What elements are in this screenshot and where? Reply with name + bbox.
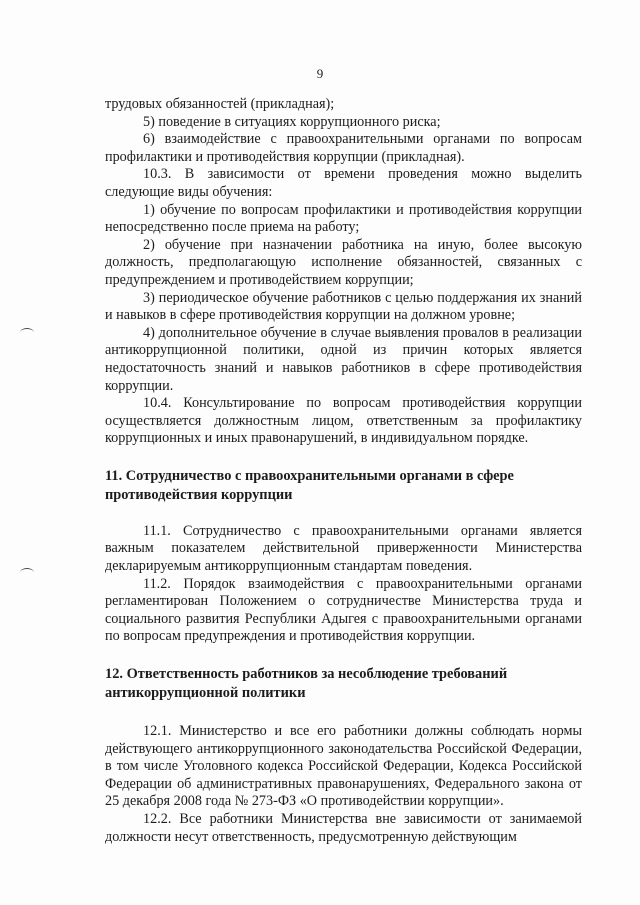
paragraph: 5) поведение в ситуациях коррупционного риска; [143,113,441,130]
paragraph: 12.1. Министерство и все его работники должны соблюдать нормы действующего антикоррупционного законодательства Российской Федерации, в том числе Уголовного кодекса Российской Федерации, Кодекса Российской Федерации об административных правонарушениях, Федерального закона от 25 декабря 2008 года № 273-ФЗ «О противодействии коррупции». [105,723,582,810]
heading-line: 11. Сотрудничество с правоохранительными органами в сфере [105,467,514,484]
paragraph: 11.2. Порядок взаимодействия с правоохранительными органами регламентирован Положением о сотрудничестве Министерства труда и социального развития Республики Адыгея с правоохранительными органами по вопросам предупреждения и противодействия коррупции. [105,575,582,645]
margin-mark [20,568,34,577]
paragraph: 10.3. В зависимости от времени проведения можно выделить следующие виды обучения: [105,166,582,200]
paragraph: 11.1. Сотрудничество с правоохранительными органами является важным показателем действительной приверженности Министерства декларируемым антикоррупционным стандартам поведения. [105,522,582,575]
paragraph: 3) периодическое обучение работников с целью поддержания их знаний и навыков в сфере противодействия коррупции на должном уровне; [105,289,582,324]
margin-mark [20,328,34,337]
paragraph: 2) обучение при назначении работника на иную, более высокую должность, предполагающую исполнение обязанностей, связанных с предупреждением и противодействием коррупции; [105,236,582,288]
paragraph: трудовых обязанностей (прикладная); [105,96,335,112]
paragraph: 1) обучение по вопросам профилактики и противодействия коррупции непосредственно после приема на работу; [105,201,582,236]
paragraph: 10.4. Консультирование по вопросам противодействия коррупции осуществляется должностным лицом, ответственным за профилактику коррупционных и иных правонарушений, в индивидуальном порядке. [105,395,582,447]
section-heading [105,665,582,703]
page-number: 9 [316,66,324,81]
heading-line: противодействия коррупции [105,486,293,503]
paragraph: 4) дополнительное обучение в случае выявления провалов в реализации антикоррупционной политики, одной из причин которых является недостаточность знаний и навыков работников в сфере противодействия коррупции. [105,324,582,394]
heading-line: антикоррупционной политики [105,685,306,702]
section-heading [105,467,582,505]
paragraph: 12.2. Все работники Министерства вне зависимости от занимаемой должности несут ответственность, предусмотренную действующим [105,811,582,845]
document-body [105,96,582,846]
heading-line: 12. Ответственность работников за несоблюдение требований [105,666,508,683]
paragraph: 6) взаимодействие с правоохранительными органами по вопросам профилактики и противодействия коррупции (прикладная). [105,131,582,165]
